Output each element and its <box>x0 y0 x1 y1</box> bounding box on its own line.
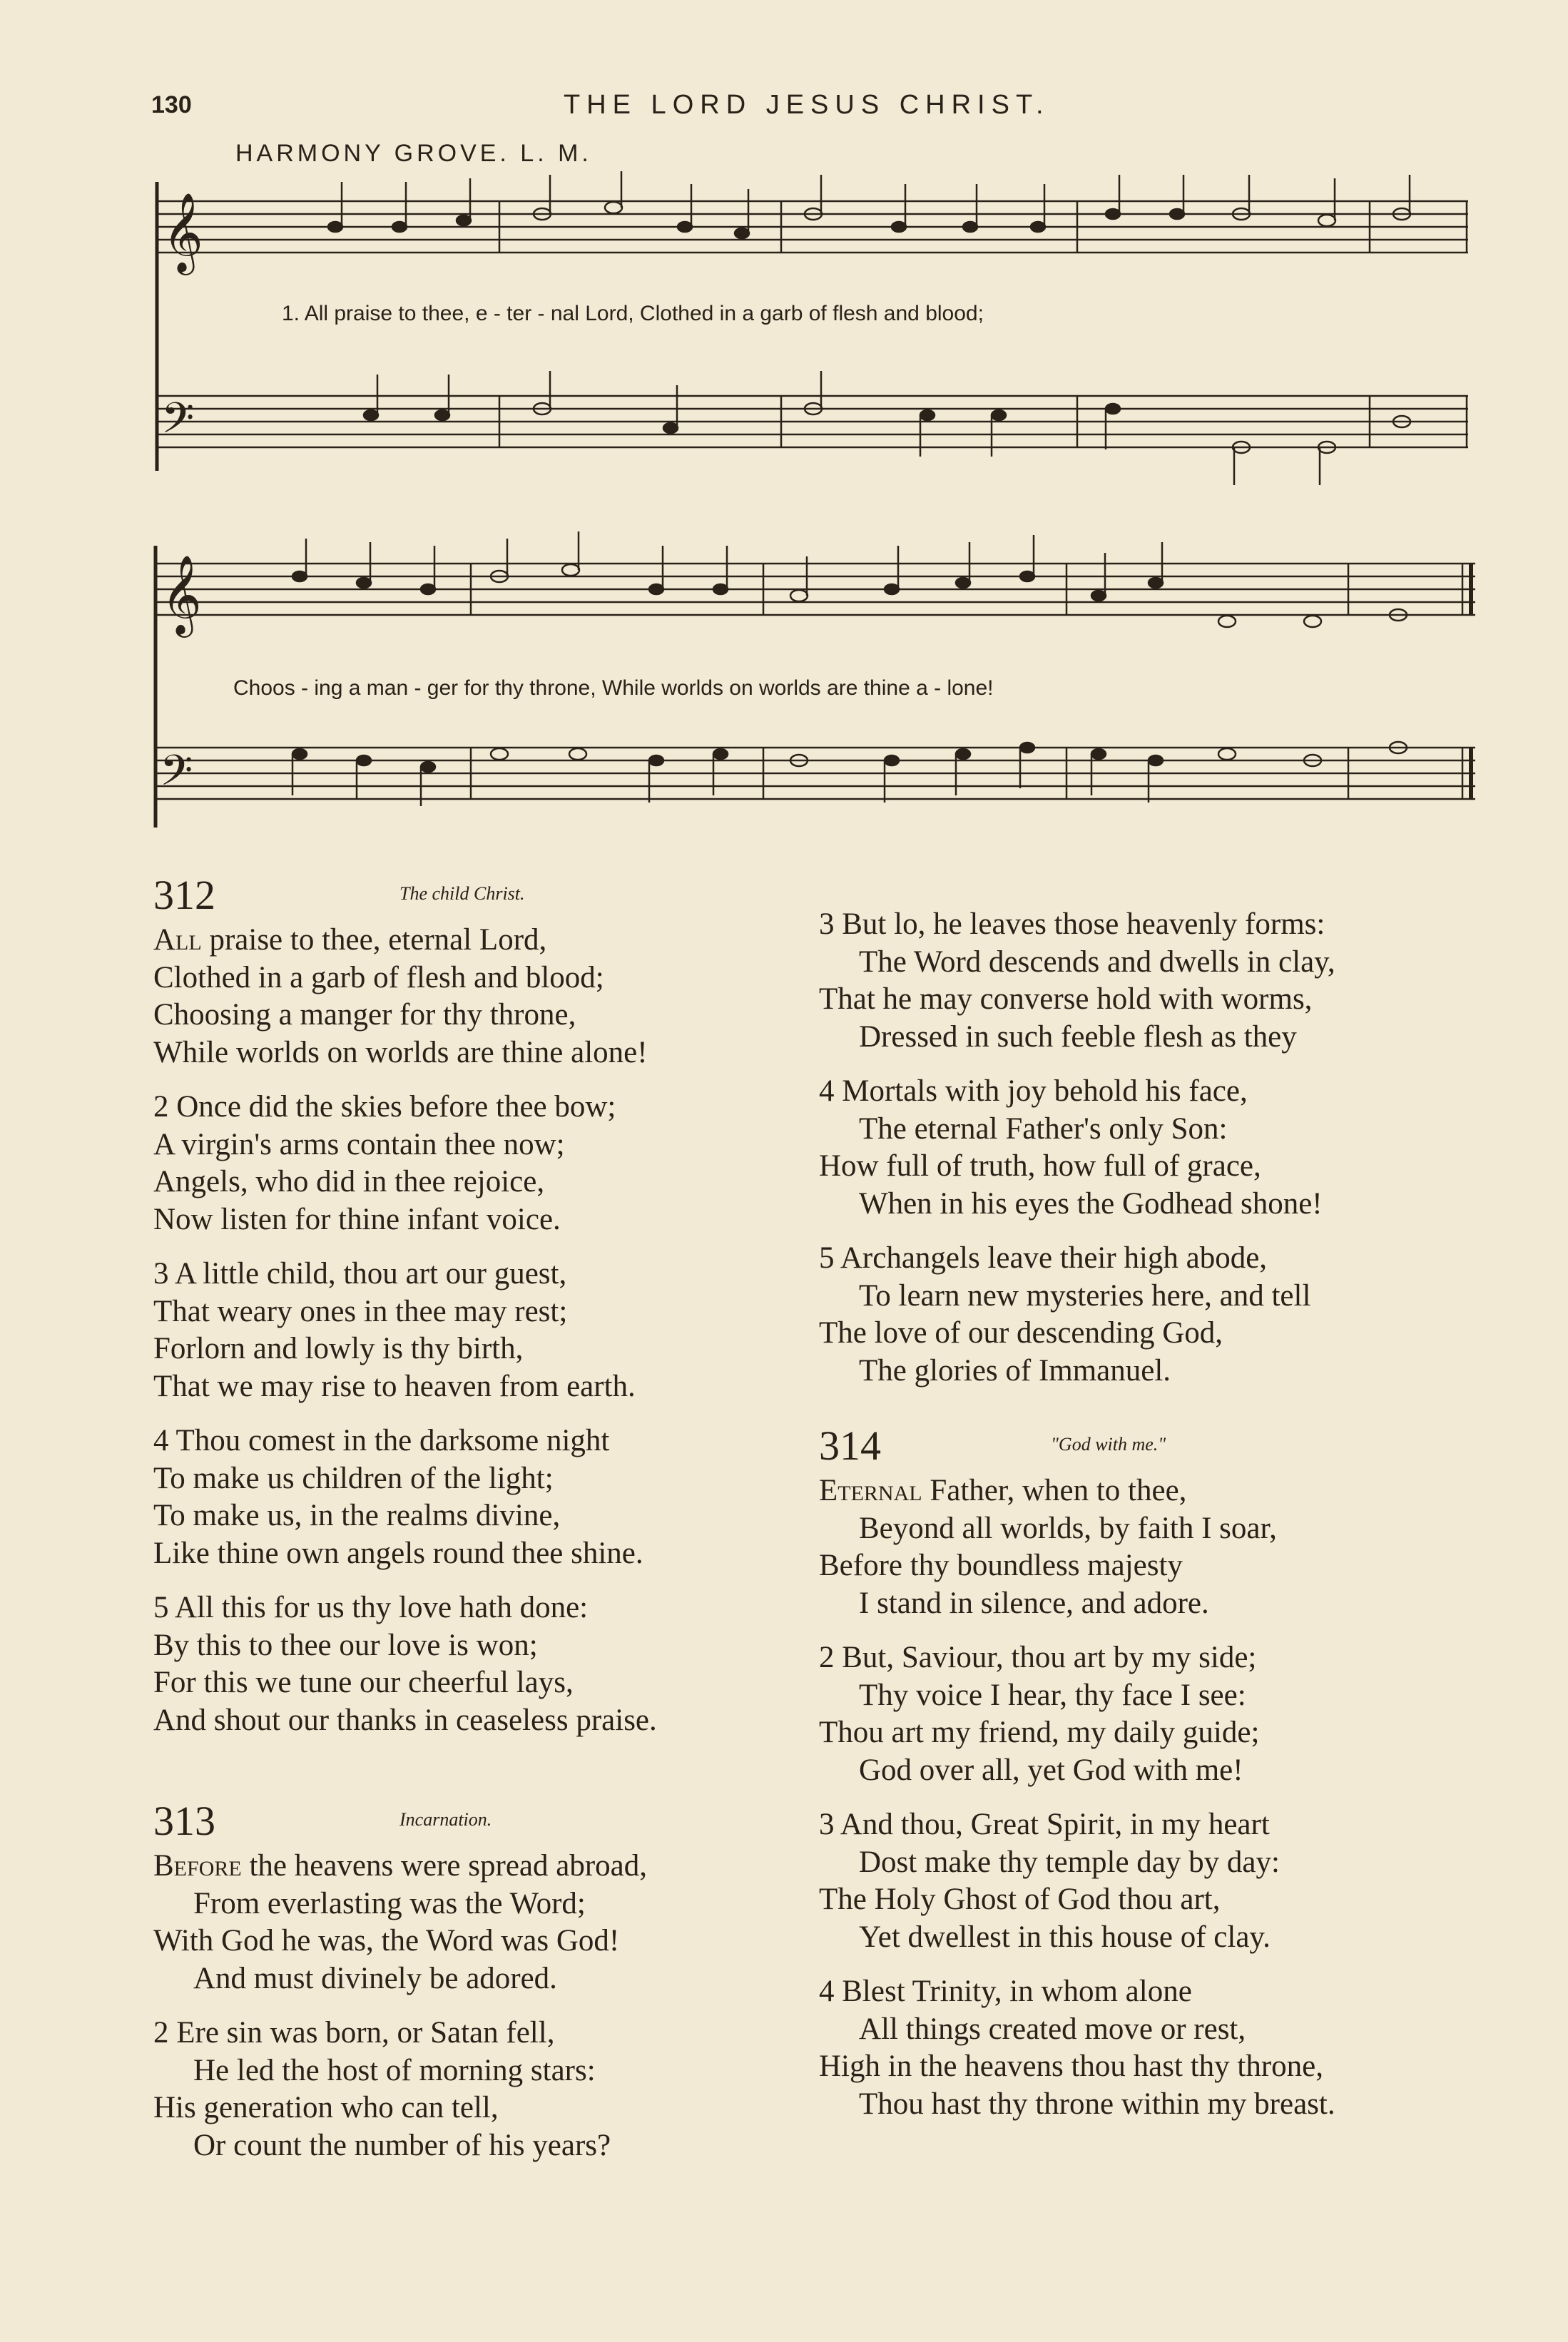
verse-line: His generation who can tell, <box>153 2091 499 2124</box>
verse-line: Beyond all worlds, by faith I soar, <box>859 1511 1277 1545</box>
first-word: Before <box>153 1849 242 1883</box>
tune-title: HARMONY GROVE. L. M. <box>235 140 592 167</box>
running-head: THE LORD JESUS CHRIST. <box>564 90 1050 120</box>
verse-line: 3 A little child, thou art our guest, <box>153 1257 567 1290</box>
verse-line: The glories of Immanuel. <box>859 1353 1171 1388</box>
verse-line: Thou art my friend, my daily guide; <box>819 1716 1260 1749</box>
notes-2 <box>292 531 1407 806</box>
verse-line: By this to thee our love is won; <box>153 1628 538 1662</box>
stanza <box>153 1422 824 1572</box>
notes-1 <box>328 171 1410 485</box>
hymn-number: 313 <box>153 1798 215 1844</box>
verse-line: 5 Archangels leave their high abode, <box>819 1241 1268 1275</box>
verse-line: Eternal Father, when to thee, <box>819 1474 1187 1507</box>
lyric-line-2: Choos - ing a man - ger for thy throne, While worlds on worlds are thine a - lone! <box>233 676 994 700</box>
verse-line: The Holy Ghost of God thou art, <box>819 1883 1221 1916</box>
hymn-title: The child Christ. <box>399 883 525 904</box>
verse-line: God over all, yet God with me! <box>859 1753 1243 1787</box>
verse-line: Clothed in a garb of flesh and blood; <box>153 960 604 994</box>
verse-line: Forlorn and lowly is thy birth, <box>153 1332 524 1365</box>
stanza <box>819 1240 1504 1390</box>
hymn-314-header <box>819 1407 1504 1472</box>
stanza <box>153 2015 824 2164</box>
verse-line: Angels, who did in thee rejoice, <box>153 1165 545 1198</box>
verse-line: To learn new mysteries here, and tell <box>859 1278 1311 1313</box>
verse-line: Or count the number of his years? <box>193 2128 611 2162</box>
verse-line: All things created move or rest, <box>859 2012 1246 2046</box>
stanza <box>153 1848 824 1997</box>
verse-line: From everlasting was the Word; <box>193 1886 586 1920</box>
verse-line: And shout our thanks in ceaseless praise. <box>153 1703 657 1737</box>
verse-line: 4 Thou comest in the darksome night <box>153 1424 610 1457</box>
stanza <box>153 1589 824 1739</box>
stanza <box>819 906 1504 1056</box>
verse-line: Before thy boundless majesty <box>819 1549 1183 1582</box>
verse-line: A virgin's arms contain thee now; <box>153 1127 565 1161</box>
verse-line: 2 But, Saviour, thou art by my side; <box>819 1641 1257 1674</box>
verse-line: That we may rise to heaven from earth. <box>153 1369 636 1403</box>
stanza <box>819 1472 1504 1622</box>
verse-line: The Word descends and dwells in clay, <box>859 945 1335 979</box>
verse-line: 2 Once did the skies before thee bow; <box>153 1090 616 1124</box>
verse-line: The love of our descending God, <box>819 1316 1223 1350</box>
stanza <box>153 1089 824 1238</box>
stanza <box>819 1806 1504 1956</box>
verse-line: While worlds on worlds are thine alone! <box>153 1035 648 1069</box>
stanza <box>819 1973 1504 2123</box>
bass-clef-icon: 𝄢 <box>161 393 195 453</box>
verse-line: Dost make thy temple day by day: <box>859 1845 1280 1879</box>
verse-line: For this we tune our cheerful lays, <box>153 1666 574 1699</box>
bass-staff-2 <box>156 748 1475 799</box>
verse-line: Thy voice I hear, thy face I see: <box>859 1678 1246 1712</box>
verse-line: To make us children of the light; <box>153 1461 554 1495</box>
hymn-313-header <box>153 1782 824 1848</box>
verse-line: Yet dwellest in this house of clay. <box>859 1920 1271 1954</box>
verse-line: 4 Blest Trinity, in whom alone <box>819 1975 1192 2008</box>
treble-staff-2 <box>156 564 1475 615</box>
first-word: Eternal <box>819 1474 922 1507</box>
hymn-title: Incarnation. <box>399 1809 492 1830</box>
verse-line: I stand in silence, and adore. <box>859 1586 1209 1620</box>
lyric-line-1: 1. All praise to thee, e - ter - nal Lord, Clothed in a garb of flesh and blood; <box>282 302 984 325</box>
verse-line: Now listen for thine infant voice. <box>153 1202 561 1236</box>
verse-line: High in the heavens thou hast thy throne, <box>819 2050 1323 2083</box>
verse-line: Dressed in such feeble flesh as they <box>859 1019 1297 1054</box>
verse-line: He led the host of morning stars: <box>193 2053 596 2087</box>
hymn-312-header <box>153 856 824 922</box>
verse-line: How full of truth, how full of grace, <box>819 1149 1261 1183</box>
page-number: 130 <box>151 91 192 118</box>
stanza <box>819 1073 1504 1223</box>
first-word: All <box>153 923 202 957</box>
music-score <box>0 0 1568 842</box>
hymn-number: 312 <box>153 872 215 918</box>
verse-line: 3 And thou, Great Spirit, in my heart <box>819 1808 1270 1841</box>
verse-line: When in his eyes the Godhead shone! <box>859 1186 1323 1221</box>
verse-line: All praise to thee, eternal Lord, <box>153 923 547 957</box>
verse-line: That he may converse hold with worms, <box>819 982 1313 1016</box>
verse-line: 5 All this for us thy love hath done: <box>153 1591 589 1624</box>
verse-line: With God he was, the Word was God! <box>153 1924 620 1957</box>
verse-line: 2 Ere sin was born, or Satan fell, <box>153 2016 555 2050</box>
treble-clef-2-icon: 𝄞 <box>161 554 202 634</box>
verse-line: And must divinely be adored. <box>193 1961 557 1995</box>
verse-line: 4 Mortals with joy behold his face, <box>819 1074 1248 1108</box>
verse-line: Before the heavens were spread abroad, <box>153 1849 647 1883</box>
treble-clef-icon: 𝄞 <box>163 192 203 272</box>
verse-line: Like thine own angels round thee shine. <box>153 1536 643 1570</box>
hymn-gap <box>153 1756 824 1782</box>
hymn-number: 314 <box>819 1422 881 1469</box>
left-column <box>153 856 824 2181</box>
hymn-title: "God with me." <box>1051 1434 1166 1455</box>
right-column <box>819 906 1504 2140</box>
verse-line: 3 But lo, he leaves those heavenly forms: <box>819 907 1325 941</box>
verse-line: To make us, in the realms divine, <box>153 1499 561 1532</box>
stanza <box>153 922 824 1071</box>
stanza <box>819 1639 1504 1789</box>
bass-clef-2-icon: 𝄢 <box>160 745 193 805</box>
verse-line: Choosing a manger for thy throne, <box>153 998 576 1032</box>
verse-line: The eternal Father's only Son: <box>859 1111 1228 1146</box>
verse-line: Thou hast thy throne within my breast. <box>859 2087 1335 2121</box>
verse-line: That weary ones in thee may rest; <box>153 1294 568 1328</box>
stanza <box>153 1256 824 1405</box>
